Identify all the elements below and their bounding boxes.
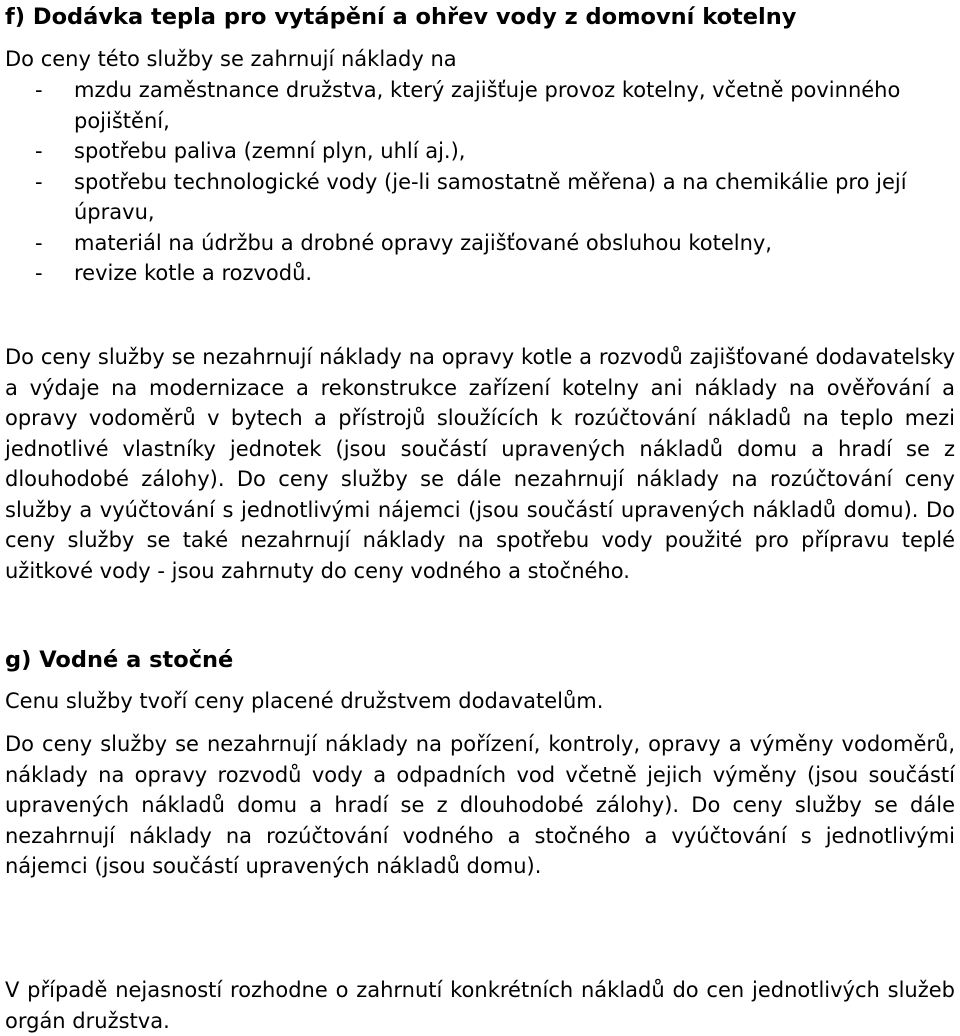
list-item (5, 167, 955, 228)
list-item-text: spotřebu technologické vody (je-li samostatně měřena) a na chemikálie pro její úpravu, (74, 169, 907, 224)
list-dash: - (35, 230, 43, 255)
list-item (5, 75, 955, 136)
section-f-exclusions-paragraph: Do ceny služby se nezahrnují náklady na opravy kotle a rozvodů zajišťované dodavatelsky a výdaje na modernizace a rekonstrukce zařízení kotelny ani náklady na ověřování a opravy vodoměrů v bytech a přístrojů sloužících k rozúčtování nákladů na teplo mezi jednotlivé vlastníky jednotek (jsou součástí upravených nákladů domu a hradí se z dlouhodobé zálohy). Do ceny služby se dále nezahrnují náklady na rozúčtování ceny služby a vyúčtování s jednotlivými nájemci (jsou součástí upravených nákladů domu). Do ceny služby se také nezahrnují náklady na spotřebu vody použité pro přípravu teplé užitkové vody - jsou zahrnuty do ceny vodného a stočného. (5, 345, 955, 583)
list-dash: - (35, 261, 43, 285)
section-f-cost-list (5, 75, 955, 289)
list-dash: - (35, 139, 43, 163)
section-g-heading: g) Vodné a stočné (5, 647, 234, 673)
list-item-text: revize kotle a rozvodů. (74, 261, 313, 285)
list-item-text: spotřebu paliva (zemní plyn, uhlí aj.), (74, 139, 466, 163)
section-f-heading: f) Dodávka tepla pro vytápění a ohřev vody z domovní kotelny (5, 4, 797, 30)
list-item (5, 228, 955, 259)
closing-paragraph: V případě nejasností rozhodne o zahrnutí konkrétních nákladů do cen jednotlivých služeb orgán družstva. (5, 978, 955, 1033)
list-dash: - (35, 78, 43, 102)
list-item (5, 136, 955, 167)
section-f-intro: Do ceny této služby se zahrnují náklady na (5, 47, 457, 71)
list-dash: - (35, 169, 43, 194)
list-item-text: materiál na údržbu a drobné opravy zajišťované obsluhou kotelny, (74, 230, 772, 255)
section-g-exclusions-paragraph: Do ceny služby se nezahrnují náklady na pořízení, kontroly, opravy a výměny vodoměrů, náklady na opravy rozvodů vody a odpadních vod včetně jejich výměny (jsou součástí upravených nákladů domu a hradí se z dlouhodobé zálohy). Do ceny služby se dále nezahrnují náklady na rozúčtování vodného a stočného a vyúčtování s jednotlivými nájemci (jsou součástí upravených nákladů domu). (5, 732, 955, 878)
list-item-text: mzdu zaměstnance družstva, který zajišťuje provoz kotelny, včetně povinného pojištění, (74, 78, 901, 133)
section-g-price-line: Cenu služby tvoří ceny placené družstvem dodavatelům. (5, 689, 604, 713)
list-item (5, 258, 955, 289)
